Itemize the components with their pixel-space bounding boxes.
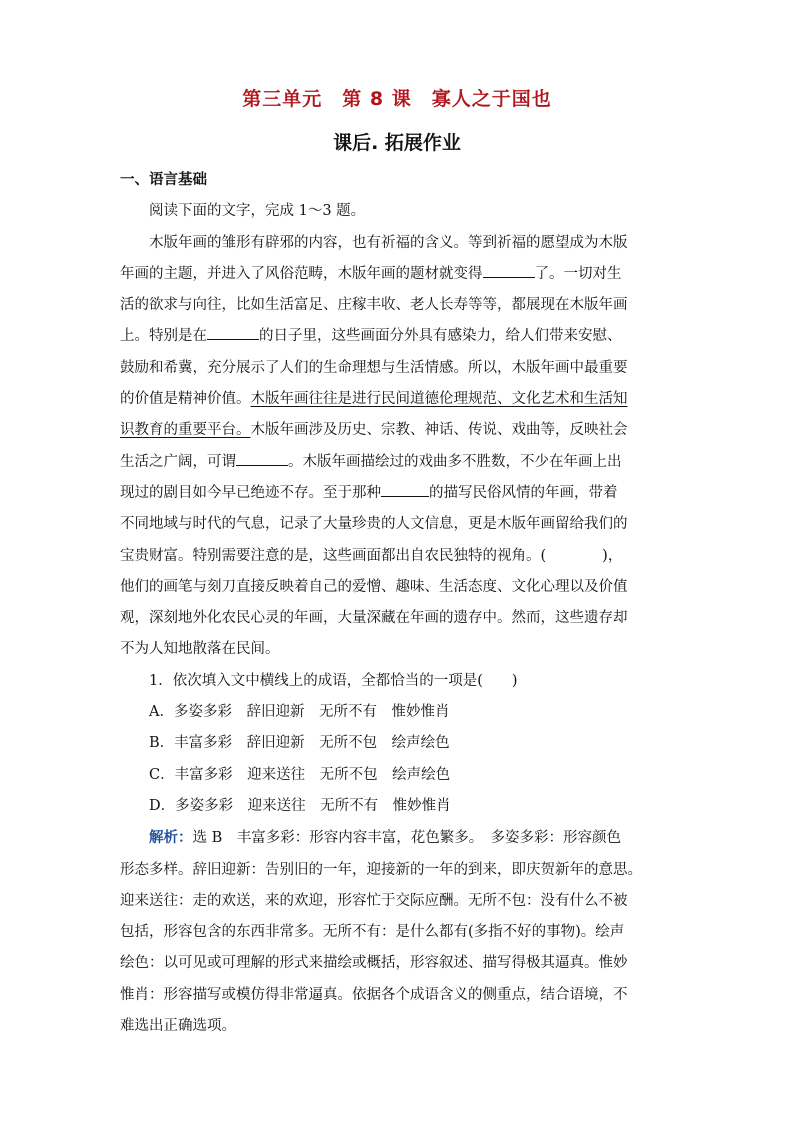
- passage-text: 了。一切对生: [534, 265, 622, 282]
- fill-blank-2: [207, 325, 259, 340]
- answer-explanation: [120, 822, 680, 1042]
- passage-line: [120, 478, 680, 509]
- passage-text: 的描写民俗风情的年画，带着: [429, 484, 618, 501]
- answer-line: 绘色：以可见或可理解的形式来描绘或概括，形容叙述、描写得极其逼真。惟妙: [120, 955, 628, 972]
- passage-line: 不同地域与时代的气息，记录了大量珍贵的人文信息，更是木版年画留给我们的: [120, 516, 628, 533]
- answer-line: 包括，形容包含的东西非常多。无所不有：是什么都有(多指不好的事物)。绘声: [120, 924, 625, 941]
- passage-text: 宝贵财富。特别需要注意的是，这些画面都出自农民独特的视角。(: [120, 547, 547, 564]
- option-a: A．多姿多彩 辞旧迎新 无所不有 惟妙惟肖: [149, 704, 450, 721]
- answer-label: 解析：: [149, 829, 193, 847]
- passage-text: 上。特别是在: [120, 328, 207, 345]
- passage-line: [120, 321, 680, 352]
- passage-line: 他们的画笔与刻刀直接反映着自己的爱憎、趣味、生活态度、文化心理以及价值: [120, 578, 628, 595]
- answer-line: 惟肖：形容描写或模仿得非常逼真。依据各个成语含义的侧重点，结合语境，不: [120, 986, 628, 1003]
- passage-text: 生活之广阔，可谓: [120, 453, 236, 470]
- content-body: [120, 165, 680, 1042]
- passage-line: [120, 384, 680, 415]
- fill-blank-4: [381, 482, 429, 497]
- section-heading: 一、语言基础: [120, 172, 207, 188]
- page-subtitle: 课后. 拓展作业: [333, 132, 461, 154]
- fill-blank-3: [236, 451, 288, 466]
- passage-text: 现过的剧目如今早已绝迹不存。至于那种: [120, 484, 381, 501]
- passage-text: 的日子里，这些画面分外具有感染力，给人们带来安慰、: [259, 328, 622, 345]
- underlined-sentence: 识教育的重要平台。: [120, 422, 251, 439]
- passage-line: 不为人知地散落在民间。: [120, 641, 280, 658]
- passage-line: [120, 541, 680, 572]
- option-d: D．多姿多彩 迎来送往 无所不有 惟妙惟肖: [149, 797, 451, 814]
- question-1-stem: 1．依次填入文中横线上的成语，全都恰当的一项是( ): [149, 672, 518, 689]
- answer-text: 选 B 丰富多彩：形容内容丰富，花色繁多。 多姿多彩：形容颜色: [192, 830, 622, 847]
- passage-line: [120, 447, 680, 478]
- underlined-sentence: 木版年画往往是进行民间道德伦理规范、文化艺术和生活知: [250, 391, 628, 408]
- instruction-text: 阅读下面的文字，完成 1～3 题。: [149, 203, 366, 220]
- passage-text: 木版年画涉及历史、宗教、神话、传说、戏曲等，反映社会: [250, 422, 628, 439]
- answer-line: 迎来送往：走的欢送，来的欢迎，形容忙于交际应酬。无所不包：没有什么不被: [120, 892, 628, 909]
- passage-text: 的价值是精神价值。: [120, 391, 251, 408]
- passage-line: [120, 415, 680, 446]
- option-b: B．丰富多彩 辞旧迎新 无所不包 绘声绘色: [149, 735, 450, 752]
- answer-line: 难选出正确选项。: [120, 1018, 236, 1035]
- answer-line: 形态多样。辞旧迎新：告别旧的一年，迎接新的一年的到来，即庆贺新年的意思。: [120, 861, 642, 878]
- passage-line: 鼓励和希冀，充分展示了人们的生命理想与生活情感。所以，木版年画中最重要: [120, 359, 628, 376]
- answer-line: [120, 822, 680, 854]
- passage-text: )，: [602, 547, 623, 564]
- passage-line: 活的欲求与向往，比如生活富足、庄稼丰收、老人长寿等等，都展现在木版年画: [120, 297, 628, 314]
- passage-text: 年画的主题，并进入了风俗范畴，木版年画的题材就变得: [120, 265, 483, 282]
- passage-line: [120, 259, 680, 290]
- reading-passage: [120, 228, 680, 666]
- passage-line: 观，深刻地外化农民心灵的年画，大量深藏在年画的遗存中。然而，这些遗存却: [120, 610, 628, 627]
- passage-text: 。木版年画描绘过的戏曲多不胜数，不少在年画上出: [288, 453, 622, 470]
- passage-line: 木版年画的雏形有辟邪的内容，也有祈福的含义。等到祈福的愿望成为木版: [149, 234, 628, 251]
- option-c: C．丰富多彩 迎来送往 无所不包 绘声绘色: [149, 766, 451, 783]
- page-title: 第三单元 第 8 课 寡人之于国也: [242, 88, 552, 110]
- fill-blank-1: [483, 263, 535, 278]
